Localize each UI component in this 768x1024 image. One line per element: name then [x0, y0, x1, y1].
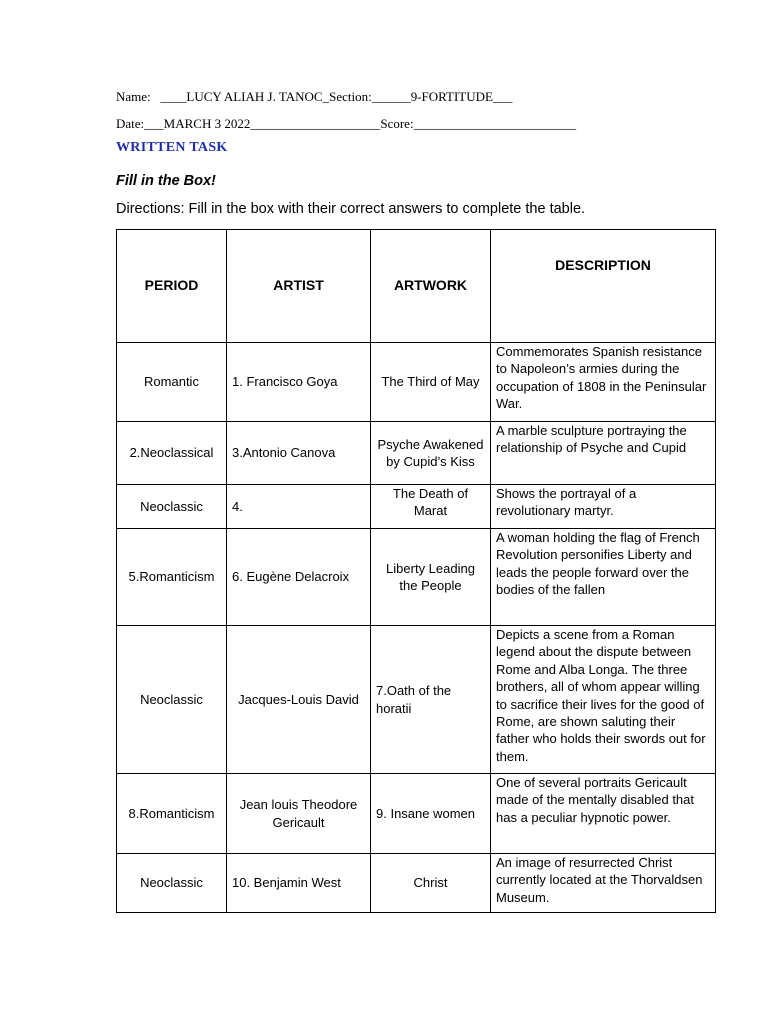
artwork-cell: 9. Insane women [371, 774, 491, 854]
period-cell: Romantic [117, 343, 227, 422]
table-row [117, 626, 716, 774]
date-label: Date: [116, 116, 145, 131]
period-cell: Neoclassic [117, 854, 227, 913]
period-cell: 2.Neoclassical [117, 422, 227, 485]
artwork-cell: The Third of May [371, 343, 491, 422]
artist-cell: 4. [227, 485, 371, 529]
table-row [117, 774, 716, 854]
name-value: ____LUCY ALIAH J. TANOC_ [160, 89, 330, 104]
table-row [117, 485, 716, 529]
period-cell: 8.Romanticism [117, 774, 227, 854]
artist-cell: 1. Francisco Goya [227, 343, 371, 422]
date-value: ___MARCH 3 2022____________________ [144, 116, 381, 131]
date-line [116, 116, 576, 132]
table-header-row [117, 230, 716, 343]
description-cell: One of several portraits Gericault made of the mentally disabled that has a peculiar hypnotic power. [491, 774, 716, 854]
header-period: PERIOD [117, 230, 227, 343]
directions-text: Directions: Fill in the box with their correct answers to complete the table. [116, 201, 586, 217]
artist-cell: 10. Benjamin West [227, 854, 371, 913]
artwork-cell: 7.Oath of the horatii [371, 626, 491, 774]
description-cell: Commemorates Spanish resistance to Napoleon’s armies during the occupation of 1808 in the Peninsular War. [491, 343, 716, 422]
header-artist: ARTIST [227, 230, 371, 343]
score-label: Score: [380, 116, 414, 131]
artwork-cell: The Death of Marat [371, 485, 491, 529]
written-task-heading: WRITTEN TASK [116, 140, 228, 155]
section-label: Section: [329, 89, 372, 104]
artwork-cell: Psyche Awakened by Cupid’s Kiss [371, 422, 491, 485]
artist-cell: Jacques-Louis David [227, 626, 371, 774]
name-label: Name: [116, 89, 151, 104]
section-value: ______9-FORTITUDE___ [371, 89, 513, 104]
score-value: _________________________ [413, 116, 577, 131]
artist-cell: Jean louis Theodore Gericault [227, 774, 371, 854]
header-artwork: ARTWORK [371, 230, 491, 343]
description-cell: A marble sculpture portraying the relationship of Psyche and Cupid [491, 422, 716, 485]
description-cell: Depicts a scene from a Roman legend about the dispute between Rome and Alba Longa. The three brothers, all of whom appear willing to sacrifice their lives for the good of Rome, are shown saluting their father who holds their swords out for them. [491, 626, 716, 774]
artist-cell: 6. Eugène Delacroix [227, 529, 371, 626]
period-cell: Neoclassic [117, 626, 227, 774]
artwork-cell: Christ [371, 854, 491, 913]
answer-table [116, 229, 716, 913]
table-row [117, 343, 716, 422]
table-row [117, 422, 716, 485]
period-cell: Neoclassic [117, 485, 227, 529]
fill-in-title: Fill in the Box! [116, 173, 216, 189]
period-cell: 5.Romanticism [117, 529, 227, 626]
table-row [117, 854, 716, 913]
name-line [116, 89, 512, 105]
table-row [117, 529, 716, 626]
artist-cell: 3.Antonio Canova [227, 422, 371, 485]
description-cell: Shows the portrayal of a revolutionary martyr. [491, 485, 716, 529]
description-cell: A woman holding the flag of French Revolution personifies Liberty and leads the people forward over the bodies of the fallen [491, 529, 716, 626]
header-description: DESCRIPTION [491, 230, 716, 343]
description-cell: An image of resurrected Christ currently located at the Thorvaldsen Museum. [491, 854, 716, 913]
artwork-cell: Liberty Leading the People [371, 529, 491, 626]
